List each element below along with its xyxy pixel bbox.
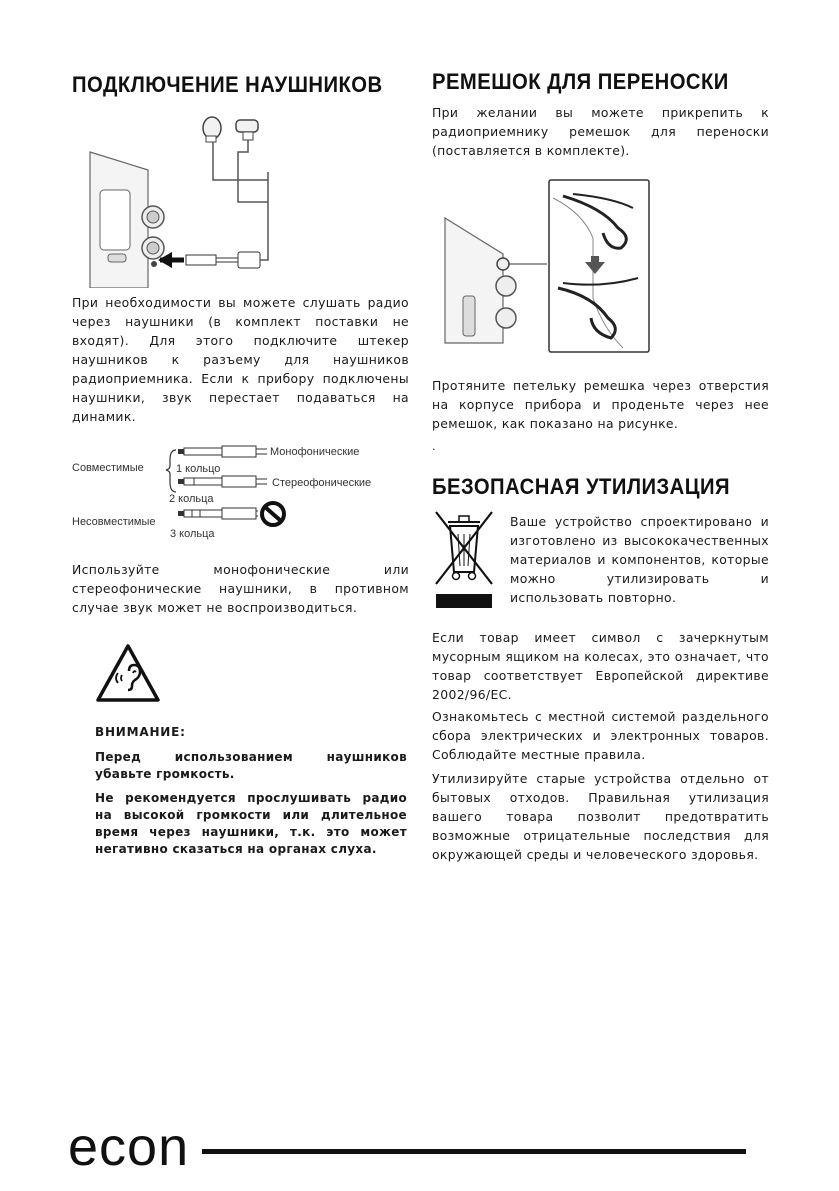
stereo-label: Стереофонические [272,477,372,489]
strap-text-2: Протяните петельку ремешка через отверстия на корпусе прибора и проденьте через нее ремешок, как показано на рисунке. [432,378,769,431]
ring2-label: 2 кольца [169,493,214,505]
disposal-heading: БЕЗОПАСНАЯ УТИЛИЗАЦИЯ [432,474,730,499]
disposal-text-0: Ваше устройство спроектировано и изготовлено из высококачественных материалов и компонентов, которые можно утилизировать и использовать повторно. [510,514,769,605]
strap-heading: РЕМЕШОК ДЛЯ ПЕРЕНОСКИ [432,69,729,94]
warning-block [95,725,407,858]
weee-crossed-bin-icon [432,508,496,610]
disposal-text-3: Утилизируйте старые устройства отдельно от бытовых отходов. Правильная утилизация вашего товара позволит предотвратить возможные отрицательные последствия для окружающей среды и человеческого здоровья. [432,771,769,862]
headphones-connection-figure [88,112,278,288]
warning-text-2: Не рекомендуется прослушивать радио на высокой громкости или длительное время через наушники, т.к. это может негативно сказаться на органах слуха. [95,791,407,856]
warning-text-1: Перед использованием наушников убавьте громкость. [95,750,407,781]
warning-title: ВНИМАНИЕ: [95,725,186,739]
strap-text-1: При желании вы можете прикрепить к радиоприемнику ремешок для переноски (поставляется в комплекте). [432,105,769,158]
incompatible-label: Несовместимые [72,516,156,528]
footer-divider [202,1149,746,1154]
three-ring-plug-icon [178,508,258,519]
stereo-plug-icon [178,476,267,487]
headphones-text: При необходимости вы можете слушать радио через наушники (в комплект поставки не входят). Для этого подключите штекер наушников к разъему для наушников радиоприемника. Если к прибору подключены наушники, звук перестает подаваться на динамик. [72,295,409,424]
hearing-warning-icon [95,643,161,703]
mono-label: Монофонические [270,446,360,458]
econ-logo: econ [68,1117,190,1177]
disposal-text-2: Ознакомьтесь с местной системой раздельного сбора электрических и электронных товаров. Соблюдайте местные правила. [432,709,769,762]
ring3-label: 3 кольца [170,528,215,540]
ring1-label: 1 кольцо [176,463,221,475]
headphones-heading: ПОДКЛЮЧЕНИЕ НАУШНИКОВ [72,72,383,97]
compatibility-text: Используйте монофонические или стереофонические наушники, в противном случае звук может не воспроизводиться. [72,562,409,615]
headphone-compatibility-diagram [72,440,392,545]
disposal-text-1: Если товар имеет символ с зачеркнутым мусорным ящиком на колесах, это означает, что товар соответствует Европейской директиве 2002/96/EC. [432,630,769,702]
compatible-label: Совместимые [72,462,144,474]
mono-plug-icon [178,446,267,457]
carry-strap-figure [443,178,653,356]
stray-dot: . [432,440,436,453]
prohibited-icon [262,503,284,525]
